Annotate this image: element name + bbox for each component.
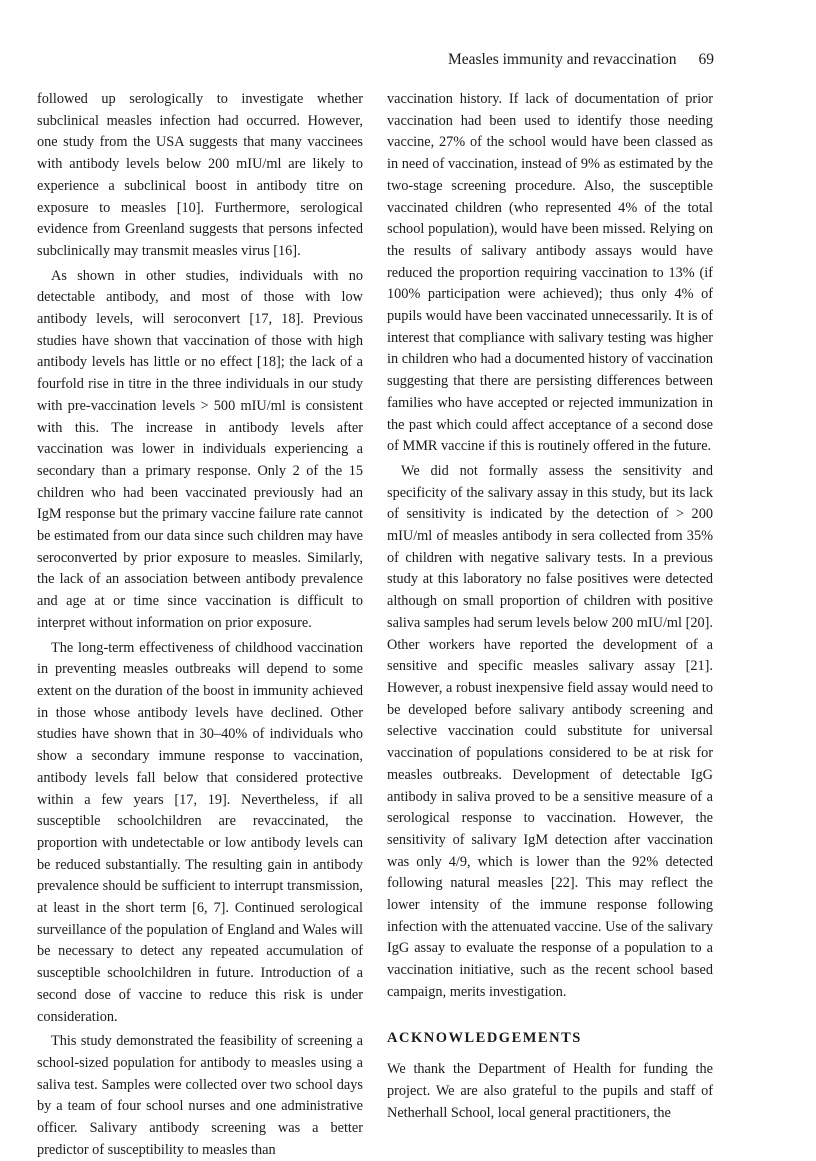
paragraph: This study demonstrated the feasibility of screening a school-sized population for antibody to measles using a saliva test. Samples were collected over two school days by a team of four school nurses and one administrative officer. Salivary antibody screening was a better predictor of susceptibility to measles than bbox=[37, 1033, 363, 1158]
paragraph: The long-term effectiveness of childhood vaccination in preventing measles outbreaks will depend to some extent on the duration of the boost in immunity achieved in those whose antibody levels have declined. Other studies have shown that in 30–40% of individuals who show a secondary immune response to vaccination, antibody levels fall below that considered protective within a few years [17, 19]. Nevertheless, if all susceptible schoolchildren are revaccinated, the proportion with undetectable or low antibody levels can be reduced substantially. The resulting gain in antibody prevalence should be sufficient to interrupt transmission, at least in the short term [6, 7]. Continued serological surveillance of the population of England and Wales will be necessary to detect any repeated accumulation of susceptible schoolchildren in future. Introduction of a second dose of vaccine to reduce this risk is under consideration. bbox=[37, 639, 363, 1025]
paragraph: vaccination history. If lack of documentation of prior vaccination had been used to identify those needing vaccine, 27% of the school would have been classed as in need of vaccination, instead of 9% as estimated by the two-stage screening procedure. Also, the susceptible vaccinated children (who represented 4% of the total school population), would have been missed. Relying on the results of salivary antibody assays would have reduced the proportion requiring vaccination to 13% (if 100% participation were achieved); thus only 4% of pupils would have been vaccinated unnecessarily. It is of interest that compliance with salivary testing was higher in children who had a documented history of vaccination suggesting that there are persisting differences between families who have accepted or rejected immunization in the past which could affect acceptance of a second dose of MMR vaccine if this is routinely offered in the future. bbox=[387, 91, 713, 455]
acknowledgements-heading: ACKNOWLEDGEMENTS bbox=[387, 1029, 582, 1046]
running-title: Measles immunity and revaccination bbox=[447, 51, 677, 68]
running-header bbox=[0, 51, 714, 69]
acknowledgements-text: We thank the Department of Health for funding the project. We are also grateful to the pupils and staff of Netherhall School, local general practitioners, the bbox=[387, 1061, 713, 1121]
right-column bbox=[387, 89, 713, 1124]
left-column bbox=[37, 89, 363, 1161]
paragraph: As shown in other studies, individuals with no detectable antibody, and most of those with low antibody levels, will seroconvert [17, 18]. Previous studies have shown that vaccination of those with high antibody levels has little or no effect [18]; the lack of a fourfold rise in titre in the three individuals in our study with pre-vaccination levels > 500 mIU/ml is consistent with this. The increase in antibody levels after vaccination was lower in individuals experiencing a secondary than a primary response. Only 2 of the 15 children who had been vaccinated previously had an IgM response but the primary vaccine failure rate cannot be estimated from our data since such children may have seroconverted by prior exposure to measles. Similarly, the lack of an association between antibody prevalence and age at or time since vaccination is difficult to interpret without information on prior exposure. bbox=[37, 267, 363, 631]
paragraph: followed up serologically to investigate whether subclinical measles infection had occurred. However, one study from the USA suggests that many vaccinees with antibody levels below 200 mIU/ml are likely to experience a subclinical boost in antibody titre on exposure to measles [10]. Furthermore, serological evidence from Greenland suggests that persons infected subclinically may transmit measles virus [16]. bbox=[37, 91, 363, 259]
paragraph: We did not formally assess the sensitivity and specificity of the salivary assay in this study, but its lack of sensitivity is indicated by the detection of > 200 mIU/ml of measles antibody in sera collected from 35% of children with negative salivary tests. In a previous study at this laboratory no false positives were detected although on small proportion of children with positive saliva samples had serum levels below 200 mIU/ml [20]. Other workers have reported the development of a sensitive and specific measles salivary assay [21]. However, a robust inexpensive field assay would need to be developed before salivary antibody screening and selective vaccination could substitute for universal vaccination of populations considered to be at risk for measles outbreaks. Development of detectable IgG antibody in saliva proved to be a sensitive measure of a serological response to vaccination. However, the sensitivity of salivary IgM detection after vaccination was only 4/9, which is lower than the 92% detected following natural measles [22]. This may reflect the lower intensity of the immune response following infection with the attenuated vaccine. Use of the salivary IgG assay to evaluate the response of a population to a vaccination initiative, such as the recent school based campaign, merits investigation. bbox=[387, 462, 713, 1000]
page-number: 69 bbox=[698, 51, 714, 68]
